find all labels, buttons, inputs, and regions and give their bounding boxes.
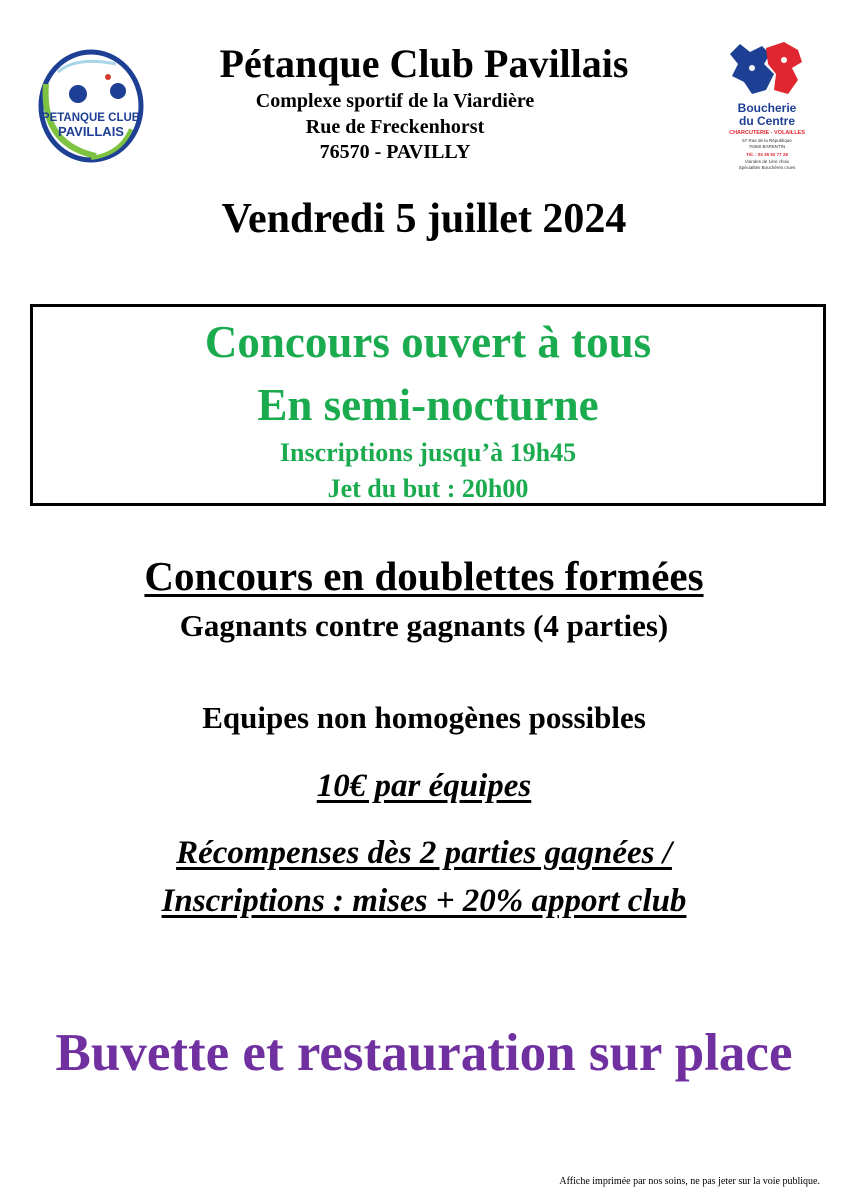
boucherie-detail-4: Viandes de 1ère choix	[744, 159, 790, 164]
box-title-semi-nocturne: En semi-nocturne	[257, 380, 599, 430]
boucherie-detail-1: 57 Rue de la République	[742, 138, 792, 143]
boucherie-detail-2: 76360 BARENTIN	[748, 144, 786, 149]
event-date: Vendredi 5 juillet 2024	[221, 196, 627, 242]
address-line-3: 76570 - PAVILLY	[319, 141, 471, 163]
info-box	[30, 304, 826, 506]
rewards-wrap-2	[0, 883, 848, 920]
boucherie-name-line2: du Centre	[738, 114, 796, 128]
club-name: Pétanque Club Pavillais	[219, 41, 629, 86]
rewards-line-1: Récompenses dès 2 parties gagnées /	[176, 835, 672, 871]
boucherie-tagline: CHARCUTERIE - VOLAILLES	[729, 130, 805, 136]
rewards-line-2: Inscriptions : mises + 20% apport club	[161, 883, 687, 919]
address-line-1: Complexe sportif de la Viardière	[255, 90, 535, 112]
logo-text-line1: PETANQUE CLUB	[41, 112, 141, 124]
address-line-2: Rue de Freckenhorst	[305, 116, 485, 138]
refreshments-text: Buvette et restauration sur place	[55, 1024, 793, 1082]
boucherie-name-line1: Boucherie	[737, 101, 797, 115]
box-start-time: Jet du but : 20h00	[327, 474, 529, 503]
boucherie-detail-5: Spécialités Bouchères crues	[738, 165, 796, 170]
format-heading-wrap	[0, 552, 848, 600]
price-text: 10€ par équipes	[316, 768, 532, 804]
format-heading: Concours en doublettes formées	[144, 553, 704, 599]
box-title-open: Concours ouvert à tous	[204, 317, 652, 367]
rewards-wrap-1	[0, 835, 848, 872]
rounds-text: Gagnants contre gagnants (4 parties)	[179, 608, 669, 643]
price-wrap	[0, 768, 848, 805]
boucherie-detail-3: Tél. : 02 35 92 77 28	[746, 152, 788, 157]
logo-text-line2: PAVILLAIS	[58, 124, 124, 139]
footer-note: Affiche imprimée par nos soins, ne pas jeter sur la voie publique.	[559, 1176, 820, 1187]
box-registration-time: Inscriptions jusqu’à 19h45	[279, 438, 577, 467]
teams-text: Equipes non homogènes possibles	[202, 700, 646, 735]
